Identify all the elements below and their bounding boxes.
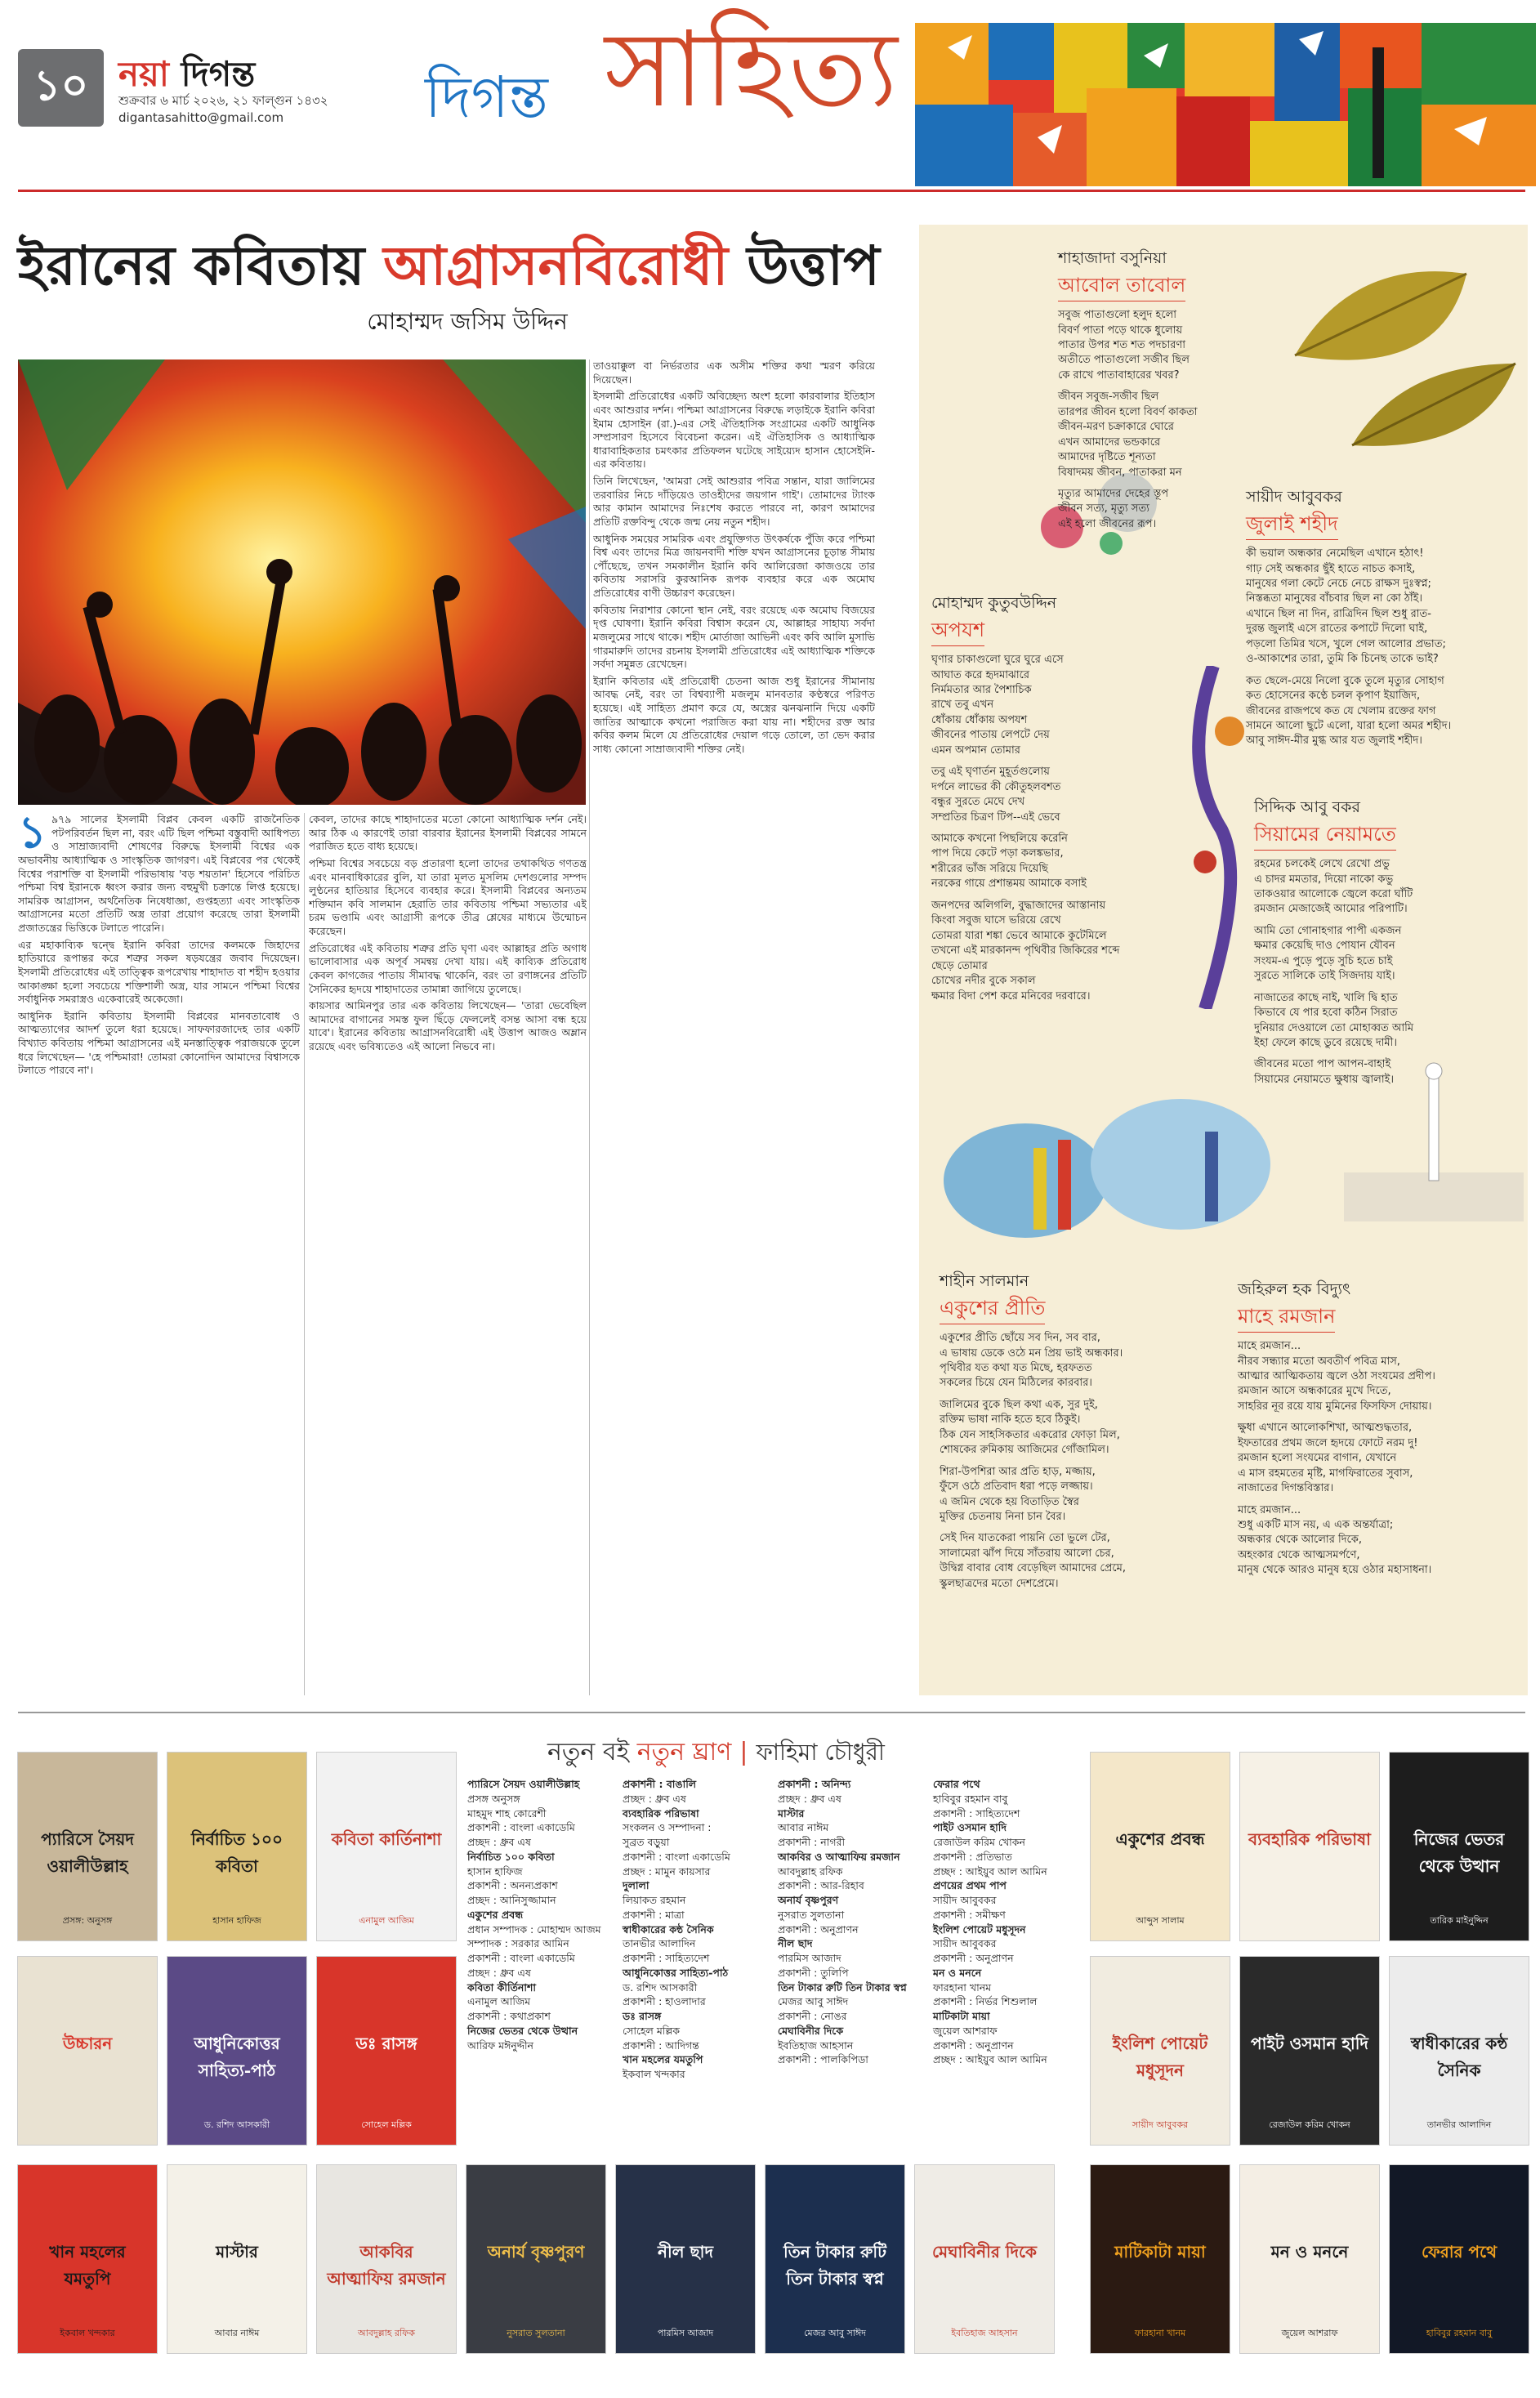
- book-cover[interactable]: [1240, 1957, 1379, 2145]
- book-list-title[interactable]: পাইট ওসমান হাদি: [933, 1821, 1007, 1834]
- book-list-detail: সংকলন ও সম্পাদনা :: [623, 1821, 712, 1834]
- masthead: [0, 0, 1540, 184]
- book-list-title[interactable]: নির্বাচিত ১০০ কবিতা: [467, 1850, 555, 1863]
- poem-stanza: ঘৃণার চাকাগুলো ঘুরে ঘুরে এসে আঘাত করে হৃদমাঝারে নির্মমতার আর পৈশাচিক রাখে তবু এখন ধোঁকায় ধোঁকায় অপযশ জীবনের পাতায় লেপটে দেয় এমন অপমান তোমার: [931, 654, 1064, 757]
- book-list-detail: সোহেল মল্লিক: [623, 2024, 680, 2037]
- poem-stanza: মৃত্যুর আমাদের দেহের স্তূপ জীবন সত্য, মৃত্যু সত্য এই হলো জীবনের রূপ।: [1058, 488, 1169, 530]
- book-list-title[interactable]: মেঘাবিনীর দিকে: [778, 2024, 844, 2037]
- book-cover-author: নুসরাত সুলতানা: [507, 2328, 565, 2338]
- poem-stanza: শিরা-উপশিরা আর প্রতি হাড়, মজ্জায়, ফুঁসে ওঠে প্রতিবাদ ধরা পড়ে লজ্জায়। এ জমিন থেকে হয় বিতাড়িত স্বৈর মুক্তির চেতনায় নিনা চান বৈর।: [940, 1465, 1096, 1524]
- book-list-detail: প্রকাশনী : তুলিপি: [778, 1966, 849, 1979]
- book-cover-title: তিন টাকার রুটি তিন টাকার স্বপ্ন: [783, 2242, 887, 2289]
- book-list-detail: প্রকাশনী : অনন্যপ্রকাশ: [467, 1879, 558, 1892]
- poem-stanza: মাহে রমজান... শুধু একটি মাস নয়, এ এক অন্তর্যাত্রা; অন্ধকার থেকে আলোর দিকে, অহংকার থেকে আত্মসমর্পণে, মানুষ থেকে আরও মানুষ হয়ে ওঠার মহাসাধনা।: [1238, 1503, 1432, 1577]
- book-list-title[interactable]: দুলালা: [623, 1879, 649, 1892]
- poem-stanza: জালিমের বুকে ছিল কথা এক, সুর দুই, রক্তিম ভাষা নাকি হতে হবে ঠিকুই। ঠিক যেন সাহসিকতার একরোর ফোড়া মিল, শোষকের রুমিকায় আজিমের গোঁজামিল।: [940, 1398, 1120, 1457]
- book-cover-author: প্রসঙ্গ: অনুসঙ্গ: [62, 1915, 113, 1926]
- article-hero-illustration: [18, 359, 586, 805]
- poem-block: [1254, 797, 1520, 1094]
- books-column-author: ফাহিমা চৌধুরী: [756, 1739, 885, 1766]
- poem-stanza: জনপদের অলিগলি, বুদ্ধাজাদের আস্তানায় কিংবা সবুজ ঘাসে ভরিয়ে রেখে তোমরা যারা শঙ্কা ভেবে আমাকে কুটেমিলে তখনো এই মারকানন্দ পৃথিবীর জিকিরের শব্দে ছেড়ে তোমার চোখের নদীর বুকে সকাল ক্ষমার বিদা পেশ করে মনিবের দরবারে।: [931, 899, 1120, 1003]
- books-title-a: নতুন বই: [547, 1738, 637, 1766]
- book-cover-title: পাইট ওসমান হাদি: [1251, 2034, 1368, 2053]
- book-list-detail: রেজাউল করিম খোকন: [933, 1836, 1026, 1848]
- book-list-detail: প্রকাশনী : প্রতিভাত: [933, 1850, 1012, 1863]
- book-list-detail: প্রকাশনী : বাংলা একাডেমি: [467, 1952, 575, 1964]
- top-rule: [18, 190, 1525, 192]
- section-title: সাহিত্য: [605, 9, 898, 131]
- book-list-title[interactable]: আধুনিকোত্তর সাহিত্য-পাঠ: [623, 1966, 729, 1979]
- book-list-detail: ফারহানা খানম: [933, 1980, 992, 1994]
- article-paragraph: প্রতিরোধের এই কবিতায় শত্রুর প্রতি ঘৃণা এবং আল্লাহর প্রতি অগাধ ভালোবাসার এক অপূর্ব সমন্বয় দেখা যায়। এই কাব্যিক প্রতিরোধ কেবল কাগজের পাতায় সীমাবদ্ধ থাকেনি, বরং তা রণাঙ্গনের প্রতিটি সৈনিকের হৃদয়ে শাহাদাতের তামান্না জাগিয়ে তুলেছে।: [309, 941, 587, 995]
- poem-title[interactable]: অপযশ: [931, 616, 984, 646]
- poem-stanza: রহমের চলকেই লেখে রেখো প্রভু এ চাদর মমতার, দিয়ো নাকো কভু তাকওয়ার আলোকে জ্বেলে করো ঘাঁটি রমজান মেজাজেই আমোর পরিপাটি।: [1254, 858, 1413, 916]
- book-list-detail: প্রসঙ্গ অনুসঙ্গ: [467, 1792, 520, 1805]
- book-cover-title: ব্যবহারিক পরিভাষা: [1248, 1829, 1371, 1849]
- book-list-title[interactable]: নিজের ভেতর থেকে উত্থান: [467, 2024, 578, 2037]
- book-cover[interactable]: [18, 1753, 157, 1940]
- poet-name: সায়ীদ আবুবকর: [1246, 488, 1342, 506]
- book-list-detail: আরিফ মঈনুদ্দীন: [467, 2039, 533, 2052]
- article-column-1: [18, 813, 300, 1695]
- book-cover[interactable]: [1240, 1753, 1379, 1940]
- section-subtitle: দিগন্ত: [425, 64, 548, 131]
- book-cover-title: একুশের প্রবন্ধ: [1115, 1829, 1205, 1849]
- book-cover-title: ইংলিশ পোয়েট মধুসূদন: [1112, 2034, 1208, 2080]
- headline-accent: আগ্রাসনবিরোধী: [383, 234, 729, 297]
- book-cover[interactable]: [1240, 2165, 1379, 2353]
- book-list-detail: মাহমুদ শাহ কোরেশী: [467, 1806, 547, 1820]
- article-paragraph: তিনি লিখেছেন, 'আমরা সেই আশুরার পবিত্র সন্তান, যারা জালিমের তরবারির নিচে দাঁড়িয়েও তাওহীদের জয়গান গাই'। তোমাদের ট্যাংক আর কামান আমাদের নিঃশেষ করতে পারবে না, কারণ আমাদের প্রতিটি রক্তবিন্দু থেকে জন্ম নেয় নতুন শহীদ।: [593, 475, 875, 528]
- book-list-detail: ইবতিহাজ আহসান: [778, 2039, 854, 2052]
- book-list-detail: সায়ীদ আবুবকর: [933, 1894, 997, 1906]
- article-paragraph: কবিতায় নিরাশার কোনো স্থান নেই, বরং রয়েছে এক অমোঘ বিজয়ের দৃপ্ত ঘোষণা। ইরানি কবিরা বিশ্বাস করেন যে, আল্লাহর সাহায্য সর্বদা মজলুমের সাথে থাকে। শহীদ মোর্তাজা আভিনী এবং কবি আলি মুসাভি গারমারুদি তাদের রচনায় ইসলামী প্রতিরোধের এই আধ্যাত্মিক শক্তিকে সর্বদা সমুন্নত রেখেছেন।: [593, 603, 875, 671]
- book-list-detail: প্রকাশনী : অনুপ্রাণন: [778, 1922, 859, 1936]
- article-paragraph: আধুনিক সময়ের সামরিক এবং প্রযুক্তিগত উৎকর্ষকে পুঁজি করে পশ্চিমা বিশ্ব এবং তাদের মিত্র জায়নবাদী শক্তি যখন আগ্রাসনের চূড়ান্ত সীমায় পৌঁছেছে, তখন সমকালীন ইরানি কবি আলিরেজা কাজওয়ে তার কবিতায় সরাসরি কুরআনিক রূপক ব্যবহার করে এক অমোঘ প্রতিরোধের বাণী উচ্চারণ করেছেন।: [593, 532, 875, 599]
- book-cover-title: ফেরার পথে: [1421, 2242, 1498, 2262]
- book-list-detail: প্রকাশনী : সাহিত্যদেশ: [623, 1952, 710, 1964]
- book-list-detail: প্রচ্ছদ : আইয়ুব আল আমিন: [933, 1864, 1047, 1878]
- book-list-detail: প্রকাশনী : আর-রিহাব: [778, 1879, 864, 1892]
- masthead-mosaic-art: [915, 23, 1536, 186]
- section-divider: [18, 1712, 1525, 1713]
- logo-word-a: নয়া: [118, 54, 169, 94]
- book-list-detail: প্রচ্ছদ : ধ্রুব এষ: [623, 1792, 686, 1805]
- column-divider: [304, 813, 305, 1695]
- book-list-detail: প্রকাশনী : নাগরী: [778, 1836, 846, 1848]
- book-cover-author: পারমিস আজাদ: [657, 2328, 714, 2338]
- book-list-detail: প্রকাশনী : বাংলা একাডেমি: [467, 1821, 575, 1834]
- book-cover-title: প্যারিসে সৈয়দ ওয়ালীউল্লাহ: [41, 1829, 134, 1876]
- book-list-detail: মেজর আবু সাঈদ: [778, 1995, 849, 2008]
- article-column-2: [309, 813, 587, 1695]
- book-list-detail: প্রকাশনী : মাত্রা: [623, 1908, 685, 1921]
- book-cover[interactable]: [167, 2165, 306, 2353]
- book-list-title[interactable]: ব্যবহারিক পরিভাষা: [623, 1806, 699, 1820]
- book-cover-title: আকবির আত্মাফিয় রমজান: [327, 2242, 446, 2289]
- drop-cap: ১: [18, 813, 47, 858]
- book-list-title[interactable]: মাটিকাটা মায়া: [933, 2010, 990, 2022]
- book-cover-author: এনামুল আজিম: [359, 1915, 414, 1926]
- poem-stanza: আমাকে কখনো পিছলিয়ে করেনি পাপ দিয়ে কেটে পড়া কলঙ্কভার, শরীরের ভাঁজ সরিয়ে দিয়েছি নরকের গায়ে প্রশান্তময় আমাকে বসাই: [931, 833, 1087, 891]
- book-cover[interactable]: [167, 1753, 306, 1940]
- book-cover-title: মাটিকাটা মায়া: [1114, 2242, 1206, 2262]
- book-cover-author: জুয়েল আশরাফ: [1281, 2328, 1338, 2338]
- book-list-detail: ড. রশিদ আসকারী: [623, 1980, 698, 1994]
- poem-title[interactable]: সিয়ামের নেয়ামতে: [1254, 820, 1396, 851]
- poet-name: সিদ্দিক আবু বকর: [1254, 798, 1360, 816]
- book-list-detail: প্রচ্ছদ : ধ্রুব এষ: [778, 1792, 841, 1805]
- book-list-detail: পারমিস আজাদ: [778, 1952, 841, 1964]
- book-list-title[interactable]: প্রণয়ের প্রথম পাপ: [933, 1879, 1007, 1892]
- article-column-3: [593, 359, 875, 1695]
- article-paragraph: ইসলামী প্রতিরোধের একটি অবিচ্ছেদ্য অংশ হলো কারবালার ইতিহাস এবং আশুরার দর্শন। পশ্চিমা আগ্রাসনের বিরুদ্ধে লড়াইকে ইরানি কবিরা ইমাম হোসাইন (রা.)-এর সেই ঐতিহাসিক সংগ্রামের একটি আধুনিক সম্প্রসারণ হিসেবে বিবেচনা করেন। এই ঐতিহাসিক ও আধ্যাত্মিক ধারাবাহিকতার চমৎকার প্রতিফলন ঘটেছে সাইয়্যেদ হাসান হোসেইনি-এর কবিতায়।: [593, 390, 875, 471]
- book-list-column: [467, 1777, 623, 2052]
- book-list-detail: আবার নাঈম: [778, 1821, 829, 1834]
- books-title-separator: |: [739, 1738, 748, 1766]
- book-list-title[interactable]: নীল ছাদ: [778, 1937, 813, 1950]
- book-cover-title: নীল ছাদ: [658, 2242, 713, 2262]
- book-list-title[interactable]: ডঃ রাসঙ্গ: [623, 2010, 662, 2022]
- book-list-detail: নুসরাত সুলতানা: [778, 1908, 845, 1921]
- book-list-detail: প্রকাশনী : নির্ভর শিশুলাল: [933, 1995, 1038, 2008]
- poem-block: [1238, 1279, 1520, 1585]
- book-list-detail: আবদুল্লাহ রফিক: [778, 1864, 843, 1878]
- book-cover-author: রেজাউল করিম খোকন: [1269, 2119, 1350, 2130]
- book-list-column: [933, 1777, 1088, 2067]
- book-list-title[interactable]: ফেরার পথে: [933, 1778, 980, 1790]
- book-list-title[interactable]: ইংলিশ পোয়েট মধুসূদন: [933, 1922, 1026, 1936]
- book-cover-title: নির্বাচিত ১০০ কবিতা: [190, 1829, 283, 1876]
- book-cover-title: উচ্চারন: [62, 2034, 113, 2053]
- article-paragraph: এর মহাকাব্যিক দ্বন্দ্বে ইরানি কবিরা তাদের কলমকে জিহাদের হাতিয়ারে রূপান্তর করে শত্রুর সকল ষড়যন্ত্রের জবাব দিয়েছেন। ইসলামী প্রতিরোধের এই তাত্ত্বিক রূপরেখায় শাহাদাত বা শহীদ হওয়ার আকাঙ্ক্ষা হলো সবচেয়ে শক্তিশালী অস্ত্র, যার সামনে পশ্চিমা বিশ্বের সর্বাধুনিক সমরাস্ত্রও একেবারেই অকেজো।: [18, 938, 300, 1006]
- book-list-title[interactable]: প্যারিসে সৈয়দ ওয়ালীউল্লাহ: [467, 1778, 580, 1790]
- book-list-detail: প্রচ্ছদ : ধ্রুব এষ: [467, 1836, 531, 1848]
- book-cover[interactable]: [317, 1753, 456, 1940]
- book-list-detail: প্রকাশনী : নোঙর: [778, 2010, 847, 2022]
- poem-stanza: জীবন সবুজ-সজীব ছিল তারপর জীবন হলো বিবর্ণ কাকতা জীবন-মরণ চক্রাকারে ঘোরে এখন আমাদের ভন্ডকারে আমাদের দৃষ্টিতে শূন্যতা বিষাদময় জীবন, পাতাকরা মন: [1058, 391, 1198, 479]
- book-cover[interactable]: [1390, 2165, 1529, 2353]
- book-list-detail: এনামুল আজিম: [467, 1995, 531, 2008]
- book-cover-author: ইকবাল খন্দকার: [60, 2328, 115, 2338]
- issue-date: শুক্রবার ৬ মার্চ ২০২৬, ২১ ফাল্গুন ১৪৩২: [118, 93, 328, 108]
- book-list-detail: ইকবাল খন্দকার: [623, 2068, 685, 2080]
- book-list-detail: প্রকাশনী : কথাপ্রকাশ: [467, 2010, 551, 2022]
- book-list-column: [778, 1777, 933, 2067]
- book-list-detail: তানভীর আলাদিন: [623, 1937, 696, 1950]
- book-cover-author: হাবিবুর রহমান বাবু: [1426, 2328, 1493, 2338]
- poet-name: জহিরুল হক বিদ্যুৎ: [1238, 1280, 1351, 1298]
- book-list-detail: সম্পাদক : সরকার আমিন: [467, 1937, 569, 1950]
- article-headline: [18, 225, 917, 315]
- book-cover-author: তারিক মাইনুদ্দিন: [1430, 1915, 1489, 1926]
- poem-block: [940, 1270, 1209, 1598]
- book-list-detail: হাবিবুর রহমান বাবু: [933, 1792, 1008, 1805]
- book-cover-author: সোহেল মল্লিক: [361, 2119, 412, 2130]
- book-cover[interactable]: [317, 1957, 456, 2145]
- poem-stanza: তবু এই ঘৃণার্তন মুহূর্তগুলোয় দর্পনে লাভের কী কৌতুহলবশত বন্ধুর সুরতে মেঘে দেখ সম্প্রতির চিত্রণ টিপ--এই ভেবে: [931, 766, 1061, 824]
- article-paragraph: আধুনিক ইরানি কবিতায় ইসলামী বিপ্লবের মানবতাবোধ ও আত্মত্যাগের আদর্শ তুলে ধরা হয়েছে। সাফফারজাদেহ তার একটি বিখ্যাত কবিতায় পশ্চিমা আগ্রাসনের এই মনস্তাত্ত্বিক পরাজয়কে তুলে ধরে লিখেছেন— 'হে পশ্চিমারা! তোমরা কোনোদিন আমাদের বিশ্বাসকে টলাতে পারবে না'।: [18, 1009, 300, 1077]
- article-paragraph: কেবল, তাদের কাছে শাহাদাতের মতো কোনো আধ্যাত্মিক দর্শন নেই। আর ঠিক এ কারণেই তারা বারবার ইরানের ইসলামী বিপ্লবের সামনে পরাজিত হতে বাধ্য হয়েছে।: [309, 813, 587, 853]
- book-list-title[interactable]: প্রকাশনী : অনিন্দ্য: [778, 1778, 851, 1790]
- book-list-detail: লিয়াকত রহমান: [623, 1894, 686, 1906]
- book-list-detail: প্রকাশনী : বাংলা একাডেমি: [623, 1850, 730, 1863]
- poem-block: [1246, 486, 1520, 756]
- book-list-detail: প্রকাশনী : অনুপ্রাণন: [933, 2039, 1014, 2052]
- book-list-title[interactable]: তিন টাকার রুটি তিন টাকার স্বপ্ন: [778, 1980, 907, 1994]
- book-cover-author: আব্দুস সালাম: [1136, 1915, 1185, 1926]
- book-cover-author: আবার নাঈম: [214, 2328, 260, 2338]
- poem-stanza: ক্ষুধা এখানে আলোকশিখা, আত্মশুদ্ধতার, ইফতারের প্রথম জলে হৃদয়ে ফোটে নরম দু! রমজান হলো সংযমের বাগান, যেখানে এ মাস রহমতের মৃষ্টি, মাগফিরাতের সুবাস, নাজাতের দিগন্তবিস্তার।: [1238, 1422, 1418, 1495]
- book-list-column: [623, 1777, 778, 2082]
- book-cover-author: হাসান হাফিজ: [212, 1915, 261, 1926]
- poetry-panel: [919, 225, 1528, 1695]
- poem-stanza: মাহে রমজান... নীরব সন্ধ্যার মতো অবতীর্ণ পবিত্র মাস, আত্মার আত্মিকতায় জ্বলে ওঠা সংযমের প্রদীপ। রমজান আসে অন্ধকারের মুখে দিতে, সাহরির নূর রয়ে যায় মুমিনের ফিসফিস দোয়ায়।: [1238, 1340, 1435, 1413]
- book-cover-title: মেঘাবিনীর দিকে: [931, 2242, 1038, 2262]
- article-paragraph: পশ্চিমা বিশ্বের সবচেয়ে বড় প্রতারণা হলো তাদের তথাকথিত গণতন্ত্র এবং মানবাধিকারের বুলি, যা তারা মূলত মুসলিম দেশগুলোর সম্পদ লুণ্ঠনের হাতিয়ার হিসেবে ব্যবহার করে। ইসলামী বিপ্লবের অন্যতম শক্তিমান কবি সালমান হেরাতি তার কবিতায় পশ্চিমা সভ্যতার এই চরম ভণ্ডামি এবং আগ্রাসী রূপকে তীব্র শ্লেষের মাধ্যমে উন্মোচন করেছেন।: [309, 856, 587, 937]
- book-list-detail: প্রকাশনী : সাহিত্যদেশ: [933, 1806, 1020, 1820]
- book-cover[interactable]: [167, 1957, 306, 2145]
- book-cover[interactable]: [915, 2165, 1054, 2353]
- article-paragraph: তাওয়াক্কুল বা নির্ভরতার এক অসীম শক্তির কথা স্মরণ করিয়ে দিয়েছেন।: [593, 359, 875, 386]
- book-cover[interactable]: [616, 2165, 755, 2353]
- book-list-title[interactable]: আকবির ও আত্মাফিয় রমজান: [778, 1850, 900, 1863]
- headline-part-a: ইরানের কবিতায়: [18, 234, 384, 297]
- poem-title[interactable]: মাহে রমজান: [1238, 1302, 1335, 1333]
- poet-name: শাহীন সালমান: [940, 1272, 1029, 1290]
- leaves-illustration: [1279, 241, 1524, 462]
- book-cover[interactable]: [18, 1957, 157, 2145]
- poem-stanza: একুশের প্রীতি ছোঁয়ে সব দিন, সব বার, এ ভাষায় ডেকে ওঠে মন প্রিয় ভাই অন্ধকার। পৃথিবীর যত কথা যত মিছে, হরফতত সকলের চিয়ে যেন মিঠিলের কারবার।: [940, 1332, 1123, 1390]
- books-title-b: নতুন ঘ্রাণ: [636, 1738, 732, 1766]
- article-paragraph: [18, 813, 300, 936]
- book-cover[interactable]: [1390, 1753, 1529, 1940]
- book-cover-author: ফারহানা খানম: [1134, 2328, 1186, 2338]
- book-list-detail: প্রধান সম্পাদক : মোহাম্মদ আজম: [467, 1922, 601, 1936]
- book-cover[interactable]: [1091, 2165, 1230, 2353]
- book-cover[interactable]: [466, 2165, 605, 2353]
- book-cover-author: ইবতিহাজ আহসান: [951, 2328, 1018, 2338]
- book-list-title[interactable]: মন ও মননে: [933, 1966, 982, 1979]
- poem-title[interactable]: আবোল তাবোল: [1058, 271, 1185, 301]
- book-list-detail: জুয়েল আশরাফ: [933, 2024, 998, 2037]
- book-cover[interactable]: [1091, 1957, 1230, 2145]
- books-section-title: [547, 1732, 885, 1774]
- book-cover[interactable]: [18, 2165, 157, 2353]
- book-cover-author: তানভীর আলাদিন: [1426, 2119, 1492, 2130]
- logo-word-b: দিগন্ত: [181, 54, 256, 94]
- article-byline: মোহাম্মদ জসিম উদ্দিন: [367, 308, 568, 335]
- book-cover-title: মাস্টার: [216, 2242, 258, 2262]
- book-cover-title: অনার্য বৃষ্ণপুরণ: [487, 2242, 585, 2262]
- poem-block: [1058, 248, 1270, 538]
- book-list-title[interactable]: প্রকাশনী : বাঙালি: [623, 1778, 697, 1790]
- book-list-title[interactable]: খান মহলের যমতুপি: [623, 2053, 703, 2066]
- book-list-detail: প্রকাশনী : অনুপ্রাণন: [933, 1952, 1014, 1964]
- book-list-detail: হাসান হাফিজ: [467, 1864, 523, 1878]
- poem-stanza: সেই দিন যাতকেরা পায়নি তো ভুলে টের, সালামেরা ঝাঁপ দিয়ে সাঁতরায় আলো চের, উদ্বিগ্ন বাবার বোধ বেড়েছিল আমাদের প্রেমে, স্কুলছাত্রদের মতো দেশপ্রেমে।: [940, 1532, 1126, 1590]
- poet-name: মোহাম্মদ কুতুবউদ্দিন: [931, 594, 1057, 612]
- section-email[interactable]: digantasahitto@gmail.com: [118, 110, 284, 125]
- poet-name: শাহাজাদা বসুনিয়া: [1058, 249, 1167, 267]
- poem-title[interactable]: একুশের প্রীতি: [940, 1294, 1045, 1324]
- book-cover-title: খান মহলের যমতুপি: [49, 2242, 126, 2289]
- poem-stanza: জীবনের মতো পাপ আপন-বাহাই সিয়ামের নেয়ামতে ক্ষুধায় জ্বালাই।: [1254, 1058, 1395, 1086]
- book-cover-author: মেজর আবু সাঈদ: [804, 2328, 866, 2338]
- book-cover-title: কবিতা কার্তিনাশা: [331, 1829, 442, 1849]
- poem-stanza: সবুজ পাতাগুলো হলুদ হলো বিবর্ণ পাতা পড়ে থাকে ধুলোয় পাতার উপর শত শত পদচারণা অতীতে পাতাগুলো সজীব ছিল কে রাখে পাতাবাহারের খবর?: [1058, 309, 1190, 382]
- book-list-title[interactable]: একুশের প্রবন্ধ: [467, 1908, 524, 1921]
- headline-part-c: উত্তাপ: [728, 234, 880, 297]
- book-list-title[interactable]: মাস্টার: [778, 1806, 805, 1820]
- book-list-title[interactable]: অনার্য বৃষ্ণপুরণ: [778, 1894, 839, 1906]
- book-cover-title: আধুনিকোত্তর সাহিত্য-পাঠ: [194, 2034, 280, 2080]
- book-list-detail: প্রচ্ছদ : ধ্রুব এষ: [467, 1966, 531, 1979]
- book-cover-title: স্বাধীকারের কন্ঠ সৈনিক: [1410, 2034, 1508, 2080]
- page-number: ১০: [18, 49, 104, 127]
- book-cover[interactable]: [1390, 1957, 1529, 2145]
- column-divider: [589, 359, 590, 1695]
- poem-stanza: আমি তো গোনাহগার পাপী একজন ক্ষমার কেয়েছি দাও পোযান যৌবন সংযম-এ পুড়ে পুড়ে সুচি হতে চাই সুরতে সালিকে তাই সিজদায় যাই।: [1254, 924, 1402, 983]
- book-cover[interactable]: [1091, 1753, 1230, 1940]
- poem-title[interactable]: জুলাই শহীদ: [1246, 510, 1338, 540]
- book-list-title[interactable]: কবিতা কীর্তিনাশা: [467, 1980, 537, 1994]
- article-paragraph: ইরানি কবিতার এই প্রতিরোধী চেতনা আজ শুধু ইরানের সীমানায় আবদ্ধ নেই, বরং তা বিশ্বব্যাপী মজলুম মানবতার কণ্ঠস্বরে পরিণত হয়েছে। এই সাহিত্য প্রমাণ করে যে, অস্ত্রের ঝনঝনানি দিয়ে একটি জাতির আত্মাকে কখনো পরাজিত করা যায় না। শহীদের রক্ত আর কবির কলম মিলে যে প্রতিরোধের দেয়াল গড়ে তোলে, তা ভেদ করার সাধ্য কোনো সাম্রাজ্যবাদী শক্তির নেই।: [593, 674, 875, 755]
- book-cover-author: আবদুল্লাহ রফিক: [358, 2328, 415, 2338]
- book-list-detail: প্রকাশনী : আদিগন্ত: [623, 2039, 699, 2052]
- paragraph-text: ৯৭৯ সালের ইসলামী বিপ্লব কেবল একটি রাজনৈতিক পটপরিবর্তন ছিল না, বরং এটি ছিল পশ্চিমা বস্তুবাদী আধিপত্য ও সাম্রাজ্যবাদী শোষণের বিরুদ্ধে ইসলামী বিশ্বের এক অভাবনীয় আধ্যাত্মিক ও সাংস্কৃতিক জাগরণ। এই বিপ্লবের পর থেকেই বিশ্বের পরাশক্তি বা ইসলামী পরিভাষায় 'বড় শয়তান' হিসেবে পরিচিত পশ্চিমা বিশ্ব ইরানকে ধ্বংস করার জন্য বহুমুখী চক্রান্তে লিপ্ত হয়েছে। সামরিক আগ্রাসন, অর্থনৈতিক নিষেধাজ্ঞা, গুপ্তহত্যা এবং সাংস্কৃতিক আগ্রাসনের মতো প্রতিটি অস্ত্র তারা প্রয়োগ করেছে তারা ইসলামী প্রজাতন্ত্রের ভিত্তিকে টলাতে পারেনি।: [18, 813, 300, 934]
- book-list-detail: প্রচ্ছদ : আনিসুজ্জামান: [467, 1894, 556, 1906]
- book-list-title[interactable]: স্বাধীকারের কন্ঠ সৈনিক: [623, 1922, 714, 1936]
- book-list-detail: সায়ীদ আবুবকর: [933, 1937, 997, 1950]
- book-list-detail: প্রচ্ছদ : মামুন কায়সার: [623, 1864, 711, 1878]
- clouds-illustration: [935, 1074, 1279, 1295]
- book-list-detail: প্রকাশনী : হাওলাদার: [623, 1995, 706, 2008]
- book-cover-author: সায়ীদ আবুবকর: [1132, 2119, 1189, 2130]
- book-list-detail: প্রকাশনী : পালকিপিডা: [778, 2053, 868, 2066]
- book-list-detail: সুব্রত বড়ুয়া: [623, 1836, 670, 1848]
- book-cover-author: ড. রশিদ আসকারী: [203, 2119, 270, 2130]
- poem-block: [931, 592, 1168, 1011]
- book-cover-title: ডঃ রাসঙ্গ: [355, 2034, 417, 2053]
- poem-stanza: কত ছেলে-মেয়ে নিলো বুকে তুলে মৃত্যুর সোহাগ কত হোসেনের কণ্ঠে চলল কৃপাণ ইয়াজিদ, জীবনের রাজপথে কত যে খেলাম রক্তের ফাগ সামনে আলো ছুটে এলো, যারা হলো অমর শহীদ। আবু সাঈদ-মীর মুগ্ধ আর যত জুলাই শহীদ।: [1246, 674, 1452, 748]
- book-list-detail: প্রচ্ছদ : আইয়ুব আল আমিন: [933, 2053, 1047, 2066]
- article-paragraph: কায়সার আমিনপুর তার এক কবিতায় লিখেছেন— 'তারা ভেবেছিল আমাদের বাগানের সমস্ত ফুল ছিঁড়ে ফেললেই বসন্ত আসা বন্ধ হয়ে যাবে'। ইরানের কবিতায় আগ্রাসনবিরোধী এই উত্তাপ আজও অম্লান রয়েছে এবং ভবিষ্যতেও এই আলো নিভবে না।: [309, 999, 587, 1052]
- book-cover[interactable]: [317, 2165, 456, 2353]
- book-cover[interactable]: [766, 2165, 904, 2353]
- book-cover-title: নিজের ভেতর থেকে উত্থান: [1413, 1829, 1505, 1876]
- book-cover-title: মন ও মননে: [1270, 2242, 1349, 2262]
- poem-stanza: নাজাতের কাছে নাই, খালি দ্বি হাত কিভাবে যে পার হবো কঠিন সিরাত দুনিয়ার দেওয়ালে তো মোহাব্বত আমি ইহা ফেলে কাছে ডুবে রয়েছে দামী।: [1254, 991, 1414, 1050]
- book-list-detail: প্রকাশনী : সমীক্ষণ: [933, 1908, 1006, 1921]
- poem-stanza: কী ভয়াল অন্ধকার নেমেছিল এখানে হঠাৎ! গাঢ় সেই অন্ধকার ছুঁই হাতে নাচত কসাই, মানুষের গলা কেটে নেচে নেচে রাক্ষস দুঃস্বপ্ন; নিস্তব্ধতা মানুষের বাঁচবার ছিল না কো ঠাঁই। এখানে ছিল না দিন, রাত্রিদিন ছিল শুধু রাত- দুরন্ত জুলাই এসে রাতের কপাটে দিলো ঘাই, পড়লো তিমির খসে, খুলে গেল আলোর প্রভাত; ও-আকাশের তারা, তুমি কি চিনেছ তাকে ভাই?: [1246, 547, 1446, 666]
